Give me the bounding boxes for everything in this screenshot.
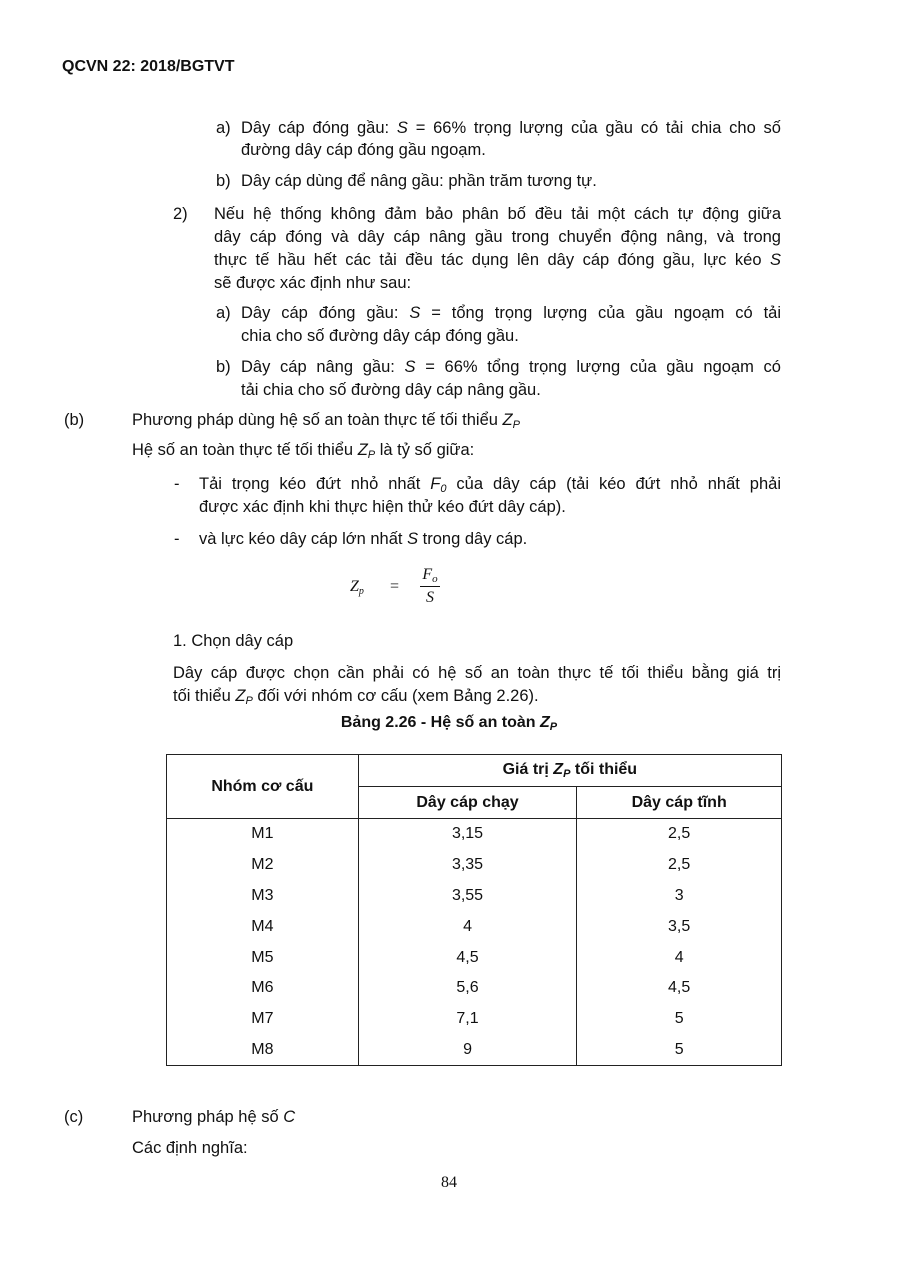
text-line: đường dây cáp đóng gầu ngoạm. xyxy=(241,141,486,159)
static-rope-cell: 3 xyxy=(577,881,782,912)
table-row xyxy=(167,973,782,1004)
document-header: QCVN 22: 2018/BGTVT xyxy=(62,58,235,75)
text-line: Dây cáp nâng gầu: S = 66% tổng trọng lượng của gầu ngoạm có xyxy=(241,358,781,376)
mechanism-group-cell: M7 xyxy=(167,1004,359,1035)
text-line: thực tế hầu hết các tải đều tác dụng lên dây cáp đóng gầu, lực kéo S xyxy=(214,251,781,269)
mechanism-group-cell: M4 xyxy=(167,911,359,942)
list-marker: b) xyxy=(216,172,231,190)
formula-fraction xyxy=(420,566,440,609)
text-line: Tải trọng kéo đứt nhỏ nhất $F_0$ của dây cáp (tải kéo đứt nhỏ nhất phải xyxy=(199,475,781,495)
mechanism-group-cell: M6 xyxy=(167,973,359,1004)
list-marker: (b) xyxy=(64,411,85,429)
formula-lhs: $Z_p$ xyxy=(350,578,364,597)
static-rope-cell: 3,5 xyxy=(577,911,782,942)
text-line: Dây cáp đóng gầu: S = 66% trọng lượng của gầu có tải chia cho số xyxy=(241,119,781,137)
table-caption: Bảng 2.26 - Hệ số an toàn $Z_P$ xyxy=(340,714,558,733)
running-rope-cell: 3,35 xyxy=(358,850,577,881)
text-line: sẽ được xác định như sau: xyxy=(214,274,412,292)
formula-equals: = xyxy=(390,578,400,595)
running-rope-cell: 4,5 xyxy=(358,942,577,973)
mechanism-group-cell: M1 xyxy=(167,819,359,850)
text-line: tải chia cho số đường dây cáp nâng gầu. xyxy=(241,381,541,399)
text-line: và lực kéo dây cáp lớn nhất S trong dây cáp. xyxy=(199,530,528,548)
table-row xyxy=(167,942,782,973)
table-row xyxy=(167,881,782,912)
mechanism-group-cell: M2 xyxy=(167,850,359,881)
running-rope-cell: 3,15 xyxy=(358,819,577,850)
text-line: được xác định khi thực hiện thử kéo đứt dây cáp). xyxy=(199,498,566,516)
table-row xyxy=(167,1004,782,1035)
list-marker: (c) xyxy=(64,1108,84,1126)
static-rope-cell: 5 xyxy=(577,1035,782,1066)
mechanism-group-cell: M5 xyxy=(167,942,359,973)
header-mechanism-group: Nhóm cơ cấu xyxy=(167,755,359,819)
static-rope-cell: 4 xyxy=(577,942,782,973)
table-row xyxy=(167,819,782,850)
list-marker: b) xyxy=(216,358,231,376)
formula-denominator: S xyxy=(426,589,434,606)
mechanism-group-cell: M8 xyxy=(167,1035,359,1066)
static-rope-cell: 2,5 xyxy=(577,850,782,881)
list-marker: - xyxy=(174,475,180,493)
table-row xyxy=(167,911,782,942)
running-rope-cell: 5,6 xyxy=(358,973,577,1004)
text-line: Các định nghĩa: xyxy=(132,1139,248,1157)
text-line: Hệ số an toàn thực tế tối thiểu $Z_P$ là tỷ số giữa: xyxy=(132,441,475,461)
static-rope-cell: 5 xyxy=(577,1004,782,1035)
list-marker: a) xyxy=(216,304,231,322)
text-line: Nếu hệ thống không đảm bảo phân bố đều tải một cách tự động giữa xyxy=(214,205,781,223)
running-rope-cell: 9 xyxy=(358,1035,577,1066)
static-rope-cell: 2,5 xyxy=(577,819,782,850)
formula-numerator: $F_o$ xyxy=(422,566,438,585)
text-line: Phương pháp hệ số C xyxy=(132,1108,296,1126)
table-row xyxy=(167,1035,782,1066)
text-line: chia cho số đường dây cáp đóng gầu. xyxy=(241,327,519,345)
header-running-rope: Dây cáp chạy xyxy=(358,787,577,819)
text-line: tối thiểu $Z_P$ đối với nhóm cơ cấu (xem Bảng 2.26). xyxy=(173,687,539,707)
list-marker: - xyxy=(174,530,180,548)
running-rope-cell: 4 xyxy=(358,911,577,942)
list-marker: a) xyxy=(216,119,231,137)
text-line: Dây cáp đóng gầu: S = tổng trọng lượng của gầu ngoạm có tải xyxy=(241,304,782,322)
table-row xyxy=(167,850,782,881)
text-line: Dây cáp được chọn cần phải có hệ số an toàn thực tế tối thiểu bằng giá trị xyxy=(173,664,781,682)
header-static-rope: Dây cáp tĩnh xyxy=(577,787,782,819)
running-rope-cell: 7,1 xyxy=(358,1004,577,1035)
text-line: 1. Chọn dây cáp xyxy=(173,632,294,650)
list-marker: 2) xyxy=(173,205,188,223)
table-body xyxy=(167,819,782,1066)
page-number: 84 xyxy=(441,1174,457,1191)
static-rope-cell: 4,5 xyxy=(577,973,782,1004)
text-line: dây cáp đóng và dây cáp nâng gầu trong chuyển động nâng, và trong xyxy=(214,228,781,246)
safety-factor-table xyxy=(166,754,782,1066)
header-min-zp: Giá trị $Z_P$ tối thiểu xyxy=(358,755,781,787)
text-line: Dây cáp dùng để nâng gầu: phần trăm tương tự. xyxy=(241,172,597,190)
text-line: Phương pháp dùng hệ số an toàn thực tế tối thiểu $Z_P$ xyxy=(132,411,520,431)
running-rope-cell: 3,55 xyxy=(358,881,577,912)
mechanism-group-cell: M3 xyxy=(167,881,359,912)
